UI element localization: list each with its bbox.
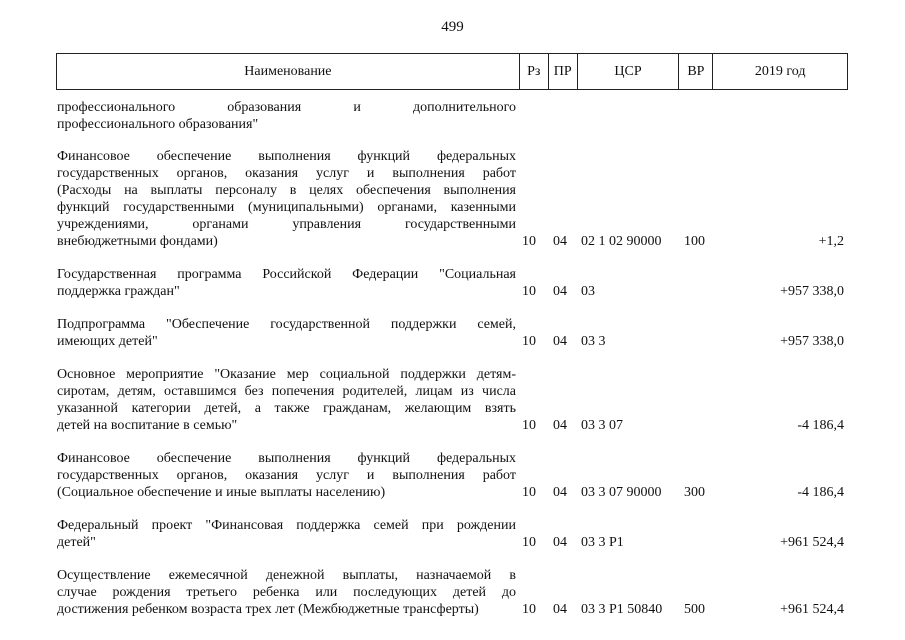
- row-vr: 500: [684, 602, 705, 617]
- row-name-line: Финансовое обеспечение выполнения функций федеральных: [57, 451, 516, 466]
- row-rz: 10: [522, 334, 536, 349]
- row-name: [56, 450, 520, 501]
- table-row: [56, 366, 848, 434]
- row-rz: 10: [522, 418, 536, 433]
- row-amount: +961 524,4: [780, 602, 844, 617]
- row-name-line: Государственная программа Российской Федерации "Социальная: [57, 267, 516, 282]
- row-csr: 03: [581, 284, 595, 299]
- row-name-line: детей": [57, 535, 96, 550]
- row-amount: +1,2: [818, 234, 844, 249]
- header-vr: ВР: [679, 54, 713, 89]
- row-csr: 03 3 P1 50840: [581, 602, 663, 617]
- row-name-line: Основное мероприятие "Оказание мер социальной поддержки детям-: [57, 367, 516, 382]
- row-csr: 03 3 P1: [581, 535, 624, 550]
- table-row: [56, 517, 848, 551]
- row-name-line: учреждениями, органами управления государственными: [57, 217, 516, 232]
- row-name-line: Осуществление ежемесячной денежной выплаты, назначаемой в: [57, 568, 516, 583]
- row-name: [56, 316, 520, 350]
- row-rz: 10: [522, 284, 536, 299]
- row-pr: 04: [553, 334, 567, 349]
- header-year: 2019 год: [754, 63, 806, 79]
- row-name: [56, 366, 520, 434]
- row-name-line: профессионального образования": [57, 117, 259, 132]
- table-row: [56, 266, 848, 300]
- header-csr: ЦСР: [578, 54, 680, 89]
- row-csr: 03 3: [581, 334, 606, 349]
- header-name: Наименование: [57, 54, 520, 89]
- row-csr: 03 3 07 90000: [581, 485, 662, 500]
- row-amount: +961 524,4: [780, 535, 844, 550]
- row-rz: 10: [522, 602, 536, 617]
- row-amount: +957 338,0: [780, 334, 844, 349]
- row-vr: 300: [684, 485, 705, 500]
- row-pr: 04: [553, 284, 567, 299]
- table-row: [56, 99, 848, 133]
- page-number: 499: [441, 19, 464, 35]
- row-name: [56, 567, 520, 618]
- row-vr: 100: [684, 234, 705, 249]
- table-row: [56, 316, 848, 350]
- row-pr: 04: [553, 485, 567, 500]
- row-pr: 04: [553, 234, 567, 249]
- table-row: [56, 567, 848, 618]
- row-rz: 10: [522, 485, 536, 500]
- row-name-line: (Расходы на выплаты персоналу в целях обеспечения выполнения: [57, 183, 516, 198]
- row-name-line: Подпрограмма "Обеспечение государственной поддержки семей,: [57, 317, 516, 332]
- row-name-line: Федеральный проект "Финансовая поддержка семей при рождении: [57, 518, 516, 533]
- row-pr: 04: [553, 602, 567, 617]
- table-header: [56, 53, 848, 90]
- row-name-line: указанной категории детей, а также гражданам, желающим взять: [57, 401, 516, 416]
- row-name-line: (Социальное обеспечение и иные выплаты населению): [57, 485, 386, 500]
- row-name-line: детей на воспитание в семью": [57, 418, 238, 433]
- row-name-line: государственных органов, оказания услуг и выполнения работ: [57, 166, 516, 181]
- row-name-line: Финансовое обеспечение выполнения функций федеральных: [57, 149, 516, 164]
- table-row: [56, 450, 848, 501]
- row-name: [56, 266, 520, 300]
- row-rz: 10: [522, 234, 536, 249]
- row-name-line: сиротам, детям, оставшимся без попечения родителей, лицам из числа: [57, 384, 516, 399]
- row-name: [56, 517, 520, 551]
- row-name: [56, 148, 520, 250]
- row-name-line: имеющих детей": [57, 334, 158, 349]
- row-name-line: достижения ребенком возраста трех лет (Межбюджетные трансферты): [57, 602, 479, 617]
- row-name-line: функций государственными (муниципальными) органами, казенными: [57, 200, 516, 215]
- table-row: [56, 148, 848, 250]
- row-name-line: поддержка граждан": [57, 284, 180, 299]
- budget-table: [56, 53, 848, 634]
- row-name-line: государственных органов, оказания услуг и выполнения работ: [57, 468, 516, 483]
- row-csr: 03 3 07: [581, 418, 623, 433]
- row-name-line: профессионального образования и дополнительного: [57, 100, 516, 115]
- row-name-line: внебюджетными фондами): [57, 234, 218, 249]
- row-rz: 10: [522, 535, 536, 550]
- row-pr: 04: [553, 418, 567, 433]
- header-rz: Рз: [520, 54, 549, 89]
- row-name-line: случае рождения третьего ребенка или последующих детей до: [57, 585, 516, 600]
- row-csr: 02 1 02 90000: [581, 234, 662, 249]
- row-name: [56, 99, 520, 133]
- table-body: [56, 99, 848, 618]
- row-amount: -4 186,4: [797, 418, 844, 433]
- row-amount: -4 186,4: [797, 485, 844, 500]
- row-amount: +957 338,0: [780, 284, 844, 299]
- header-pr: ПР: [549, 54, 578, 89]
- row-pr: 04: [553, 535, 567, 550]
